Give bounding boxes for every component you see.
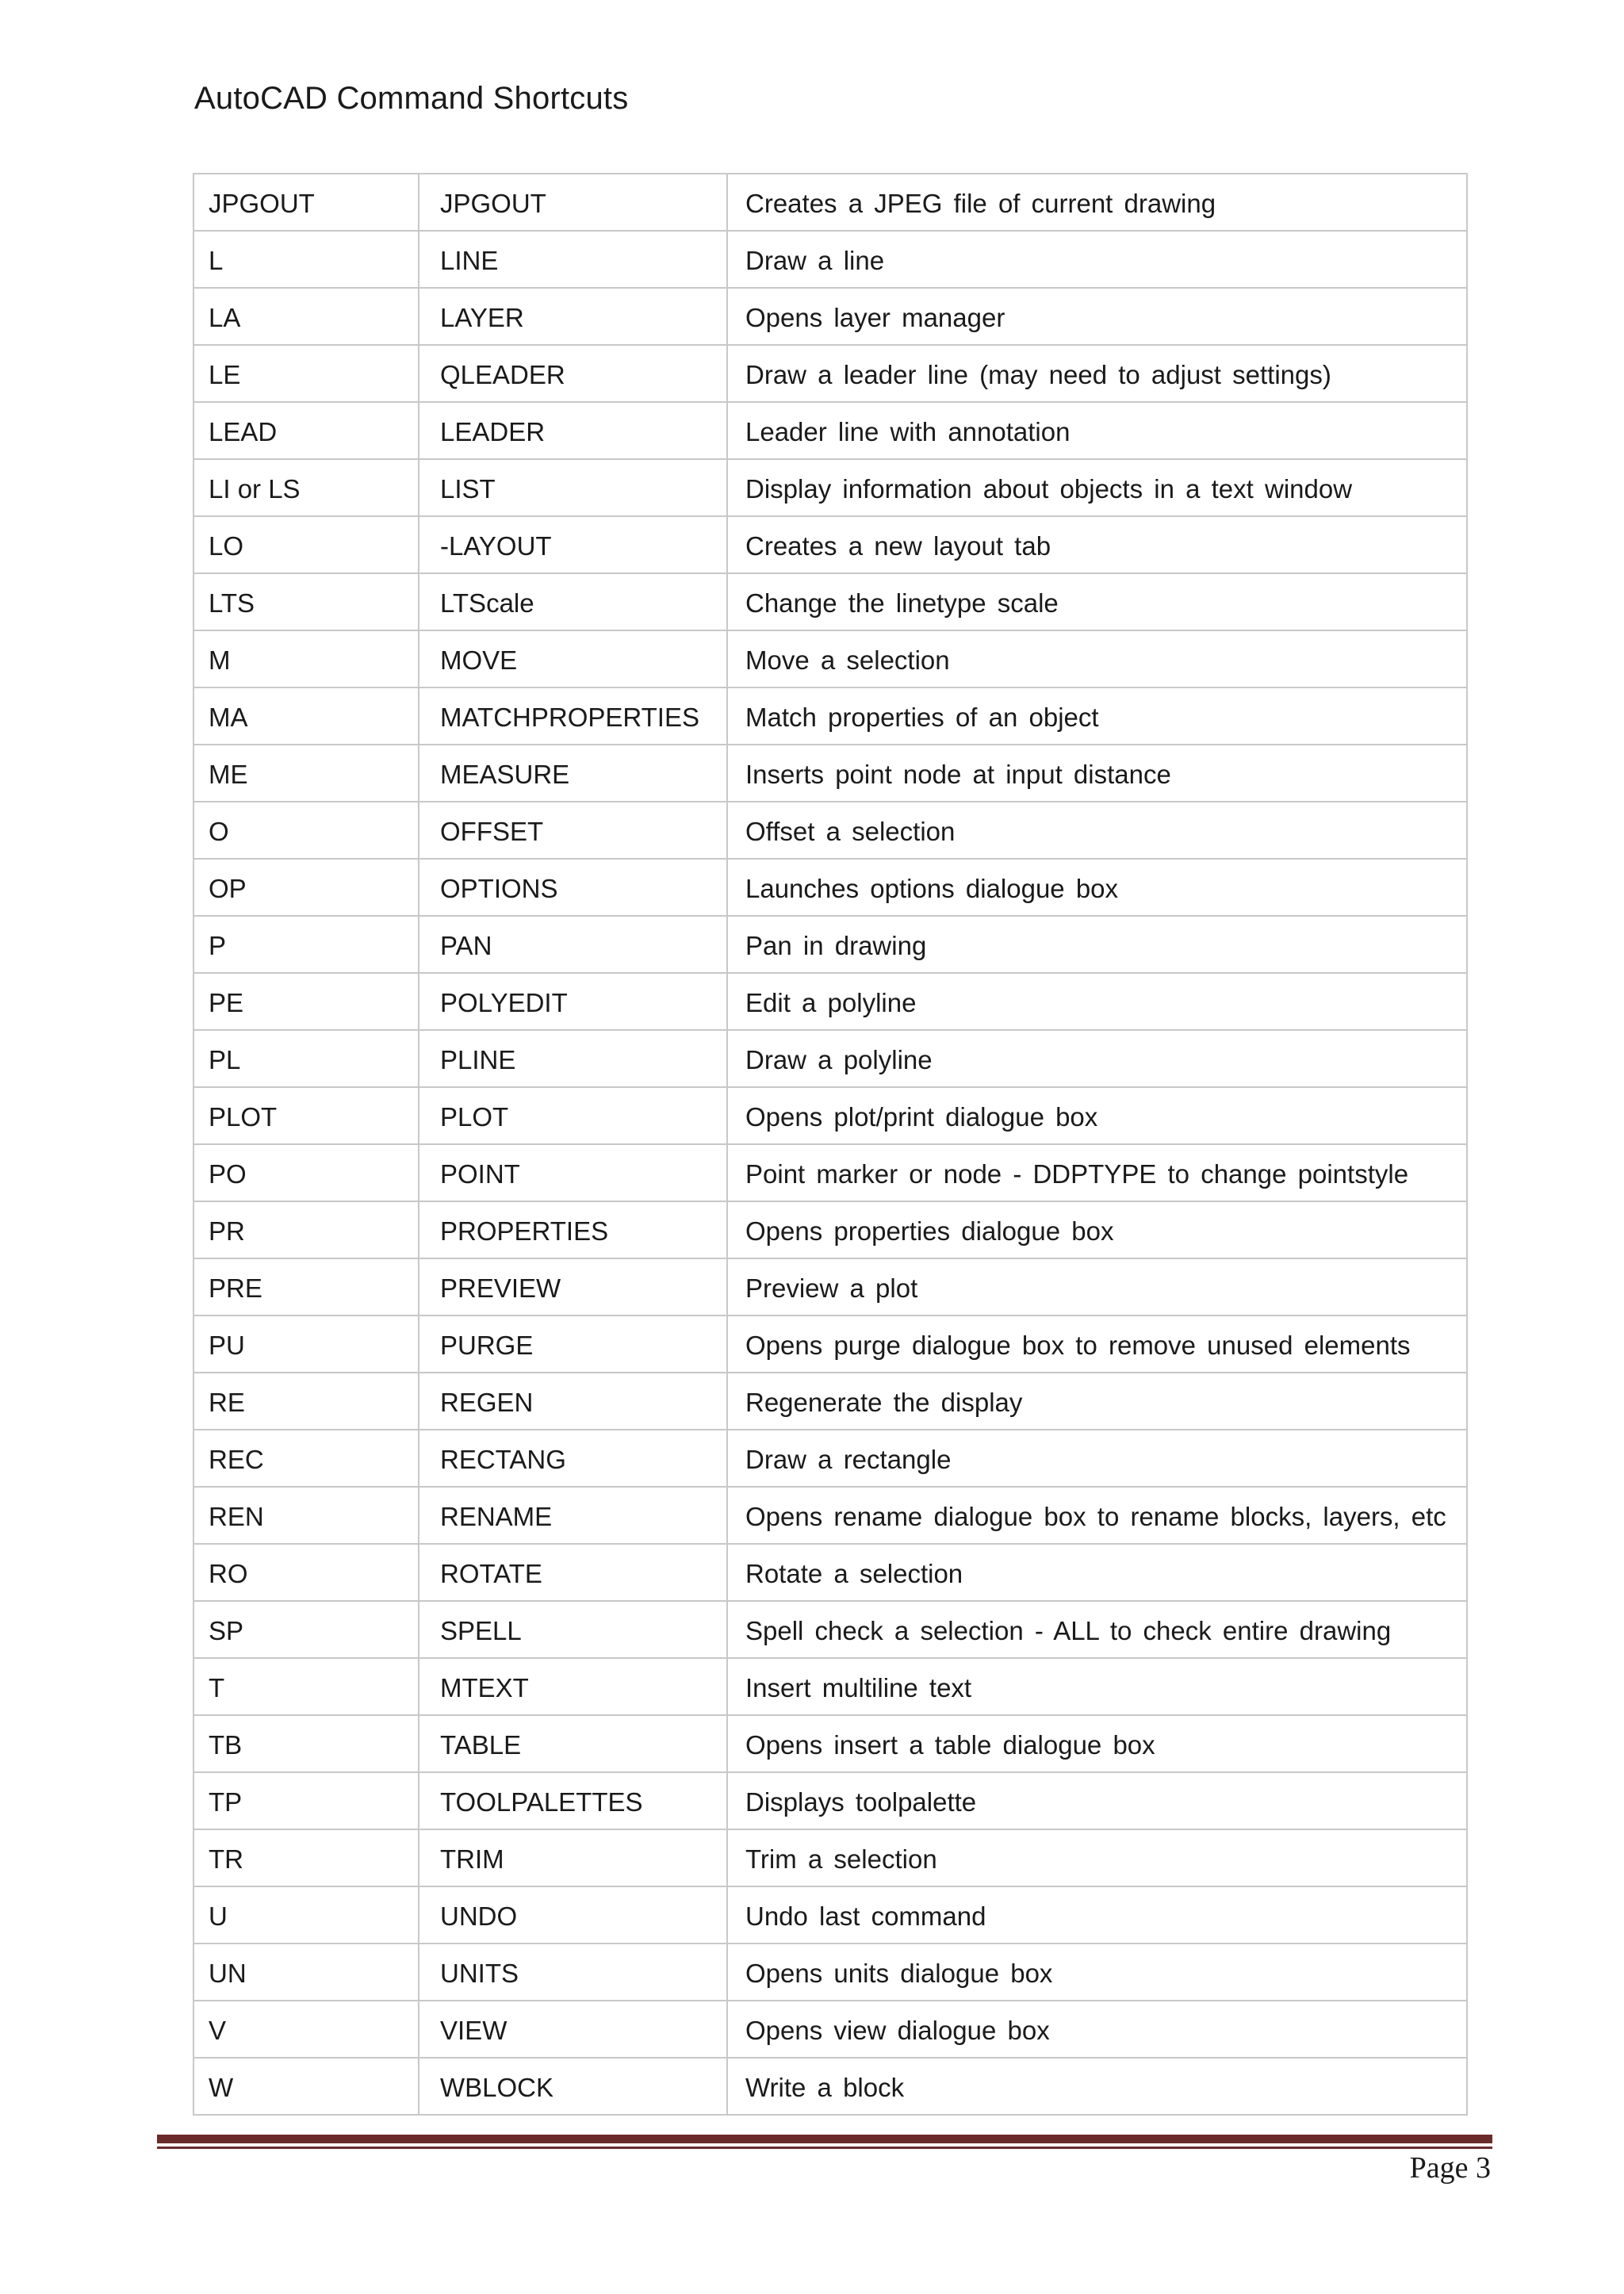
table-row (193, 2001, 1467, 2058)
command-description-text: Offset a selection (745, 817, 956, 846)
shortcut-alias-text: REC (209, 1445, 264, 1474)
command-name-cell (419, 345, 727, 402)
shortcut-alias-cell (193, 1772, 419, 1829)
command-description-text: Point marker or node - DDPTYPE to change pointstyle (745, 1159, 1409, 1189)
command-name-cell (419, 1430, 727, 1487)
command-description-text: Edit a polyline (745, 988, 917, 1017)
table-row (193, 1487, 1467, 1544)
shortcut-alias-text: MA (209, 703, 248, 732)
command-name-text: PURGE (440, 1331, 534, 1360)
shortcut-alias-cell (193, 916, 419, 973)
shortcut-alias-cell (193, 345, 419, 402)
shortcut-alias-text: V (209, 2016, 227, 2045)
shortcut-alias-text: T (209, 1673, 225, 1702)
command-name-cell (419, 516, 727, 573)
command-description-text: Draw a leader line (may need to adjust settings) (745, 360, 1331, 389)
command-name-cell (419, 1944, 727, 2001)
command-name-text: SPELL (440, 1616, 522, 1645)
command-name-text: PROPERTIES (440, 1216, 609, 1246)
table-row (193, 802, 1467, 859)
table-row (193, 1087, 1467, 1144)
command-description-cell (727, 1715, 1467, 1772)
table-row (193, 1030, 1467, 1087)
shortcut-alias-cell (193, 1430, 419, 1487)
shortcut-alias-cell (193, 1658, 419, 1715)
table-row (193, 859, 1467, 916)
table-row (193, 402, 1467, 459)
table-row (193, 1258, 1467, 1316)
shortcut-alias-text: P (209, 931, 227, 960)
command-description-cell (727, 345, 1467, 402)
command-name-text: PLOT (440, 1102, 509, 1132)
shortcut-alias-text: M (209, 645, 231, 675)
table-row (193, 288, 1467, 345)
command-description-text: Change the linetype scale (745, 588, 1059, 618)
command-name-text: MTEXT (440, 1673, 529, 1702)
command-name-text: OPTIONS (440, 874, 558, 903)
command-description-cell (727, 1201, 1467, 1258)
table-row (193, 916, 1467, 973)
command-description-cell (727, 516, 1467, 573)
shortcut-alias-cell (193, 1715, 419, 1772)
command-name-cell (419, 687, 727, 745)
page-title: AutoCAD Command Shortcuts (194, 81, 629, 116)
command-name-text: OFFSET (440, 817, 544, 846)
command-name-text: RECTANG (440, 1445, 566, 1474)
command-name-text: MEASURE (440, 760, 570, 789)
command-name-cell (419, 2001, 727, 2058)
table-row (193, 1601, 1467, 1658)
command-description-text: Display information about objects in a text window (745, 474, 1353, 504)
shortcut-alias-cell (193, 1829, 419, 1886)
command-description-text: Rotate a selection (745, 1559, 963, 1588)
shortcut-alias-text: O (209, 817, 229, 846)
command-name-cell (419, 630, 727, 687)
command-description-text: Opens layer manager (745, 303, 1005, 332)
command-name-cell (419, 1658, 727, 1715)
shortcut-alias-cell (193, 1487, 419, 1544)
table-row (193, 745, 1467, 802)
command-description-text: Match properties of an object (745, 703, 1099, 732)
command-name-cell (419, 459, 727, 516)
shortcut-alias-text: LE (209, 360, 241, 389)
command-name-cell (419, 1030, 727, 1087)
shortcut-alias-text: LA (209, 303, 241, 332)
shortcut-alias-cell (193, 973, 419, 1030)
command-description-text: Draw a rectangle (745, 1445, 952, 1474)
command-name-text: REGEN (440, 1388, 534, 1417)
command-name-text: VIEW (440, 2016, 508, 2045)
command-description-cell (727, 1316, 1467, 1373)
table-row (193, 1316, 1467, 1373)
command-name-text: JPGOUT (440, 189, 546, 218)
table-row (193, 231, 1467, 288)
command-description-cell (727, 1087, 1467, 1144)
command-description-text: Inserts point node at input distance (745, 760, 1171, 789)
shortcut-alias-text: LTS (209, 588, 255, 618)
command-description-cell (727, 2058, 1467, 2115)
shortcut-alias-text: L (209, 246, 224, 275)
command-name-text: PLINE (440, 1045, 516, 1074)
command-name-cell (419, 402, 727, 459)
command-description-cell (727, 174, 1467, 231)
command-description-text: Draw a polyline (745, 1045, 933, 1074)
command-name-cell (419, 1373, 727, 1430)
command-name-text: LTScale (440, 588, 534, 618)
footer-rule (157, 2135, 1492, 2143)
command-description-cell (727, 402, 1467, 459)
command-name-text: LEADER (440, 417, 546, 446)
command-description-cell (727, 1258, 1467, 1316)
command-name-text: WBLOCK (440, 2073, 554, 2102)
command-name-text: LINE (440, 246, 499, 275)
shortcut-alias-text: W (209, 2073, 234, 2102)
command-description-cell (727, 1658, 1467, 1715)
shortcut-alias-text: TP (209, 1787, 243, 1817)
shortcut-alias-text: LEAD (209, 417, 278, 446)
command-description-cell (727, 630, 1467, 687)
command-description-text: Launches options dialogue box (745, 874, 1119, 903)
shortcut-alias-text: RE (209, 1388, 245, 1417)
command-name-cell (419, 745, 727, 802)
shortcut-alias-text: JPGOUT (209, 189, 315, 218)
command-description-text: Displays toolpalette (745, 1787, 977, 1817)
table-row (193, 1144, 1467, 1201)
table-row (193, 1829, 1467, 1886)
command-name-text: TABLE (440, 1730, 522, 1760)
shortcut-alias-cell (193, 1316, 419, 1373)
command-name-text: MOVE (440, 645, 518, 675)
shortcut-alias-cell (193, 1201, 419, 1258)
shortcut-alias-cell (193, 231, 419, 288)
command-name-text: TOOLPALETTES (440, 1787, 643, 1817)
shortcut-alias-cell (193, 402, 419, 459)
command-name-cell (419, 1715, 727, 1772)
shortcut-alias-text: LO (209, 531, 244, 561)
command-description-text: Write a block (745, 2073, 905, 2102)
shortcut-alias-cell (193, 2001, 419, 2058)
shortcut-alias-cell (193, 802, 419, 859)
command-description-cell (727, 802, 1467, 859)
table-row (193, 2058, 1467, 2115)
command-name-cell (419, 2058, 727, 2115)
command-name-text: LAYER (440, 303, 524, 332)
shortcut-alias-text: RO (209, 1559, 248, 1588)
shortcut-alias-text: OP (209, 874, 247, 903)
shortcut-alias-cell (193, 1373, 419, 1430)
command-description-cell (727, 973, 1467, 1030)
command-description-cell (727, 288, 1467, 345)
shortcut-alias-cell (193, 174, 419, 231)
shortcut-alias-cell (193, 288, 419, 345)
shortcut-alias-cell (193, 459, 419, 516)
shortcut-alias-text: PU (209, 1331, 245, 1360)
table-body (193, 174, 1467, 2115)
command-name-text: MATCHPROPERTIES (440, 703, 699, 732)
command-description-text: Opens plot/print dialogue box (745, 1102, 1098, 1132)
command-description-text: Move a selection (745, 645, 950, 675)
command-name-cell (419, 1886, 727, 1944)
command-description-text: Spell check a selection - ALL to check entire drawing (745, 1616, 1392, 1645)
command-name-text: ROTATE (440, 1559, 542, 1588)
shortcut-alias-text: UN (209, 1959, 247, 1988)
shortcut-alias-cell (193, 1886, 419, 1944)
command-description-text: Opens insert a table dialogue box (745, 1730, 1155, 1760)
shortcut-alias-text: PR (209, 1216, 245, 1246)
shortcut-alias-cell (193, 1087, 419, 1144)
command-description-cell (727, 687, 1467, 745)
command-description-cell (727, 2001, 1467, 2058)
shortcut-alias-cell (193, 745, 419, 802)
shortcut-alias-text: U (209, 1901, 228, 1931)
footer-rule-secondary (157, 2147, 1492, 2149)
table-row (193, 1201, 1467, 1258)
command-name-cell (419, 1258, 727, 1316)
shortcut-alias-text: REN (209, 1502, 264, 1531)
command-name-cell (419, 916, 727, 973)
table-row (193, 1886, 1467, 1944)
shortcut-alias-text: ME (209, 760, 248, 789)
command-description-cell (727, 1944, 1467, 2001)
command-description-cell (727, 1487, 1467, 1544)
command-description-text: Creates a JPEG file of current drawing (745, 189, 1216, 218)
command-description-text: Draw a line (745, 246, 885, 275)
command-description-text: Opens properties dialogue box (745, 1216, 1114, 1246)
table-row (193, 1373, 1467, 1430)
command-description-text: Opens units dialogue box (745, 1959, 1053, 1988)
shortcut-alias-cell (193, 1144, 419, 1201)
command-description-cell (727, 1772, 1467, 1829)
command-description-cell (727, 1030, 1467, 1087)
command-name-cell (419, 1829, 727, 1886)
command-description-cell (727, 1601, 1467, 1658)
table-row (193, 1715, 1467, 1772)
command-name-cell (419, 174, 727, 231)
command-name-cell (419, 859, 727, 916)
command-description-text: Opens view dialogue box (745, 2016, 1050, 2045)
command-name-cell (419, 573, 727, 630)
shortcut-alias-cell (193, 1544, 419, 1601)
table-row (193, 630, 1467, 687)
command-shortcuts-table (193, 173, 1468, 2116)
shortcut-alias-cell (193, 1601, 419, 1658)
command-name-cell (419, 1201, 727, 1258)
table-row (193, 973, 1467, 1030)
table-row (193, 1658, 1467, 1715)
table-row (193, 687, 1467, 745)
command-description-cell (727, 231, 1467, 288)
shortcut-alias-text: PL (209, 1045, 241, 1074)
command-description-text: Preview a plot (745, 1273, 918, 1303)
command-name-cell (419, 1544, 727, 1601)
command-name-text: PAN (440, 931, 492, 960)
shortcut-alias-cell (193, 2058, 419, 2115)
shortcut-alias-cell (193, 1944, 419, 2001)
command-description-text: Regenerate the display (745, 1388, 1023, 1417)
command-name-text: RENAME (440, 1502, 553, 1531)
command-description-cell (727, 1430, 1467, 1487)
command-name-text: UNITS (440, 1959, 519, 1988)
table-row (193, 573, 1467, 630)
command-name-text: UNDO (440, 1901, 518, 1931)
table-row (193, 459, 1467, 516)
command-description-text: Insert multiline text (745, 1673, 972, 1702)
command-description-cell (727, 1829, 1467, 1886)
shortcut-alias-cell (193, 630, 419, 687)
command-name-text: TRIM (440, 1844, 504, 1874)
command-name-text: POINT (440, 1159, 520, 1189)
table-row (193, 1944, 1467, 2001)
command-name-cell (419, 1601, 727, 1658)
command-description-cell (727, 573, 1467, 630)
command-description-cell (727, 745, 1467, 802)
command-name-cell (419, 288, 727, 345)
command-name-cell (419, 1144, 727, 1201)
table-row (193, 1544, 1467, 1601)
command-name-cell (419, 1087, 727, 1144)
shortcut-alias-text: PRE (209, 1273, 262, 1303)
command-description-cell (727, 1544, 1467, 1601)
command-description-text: Opens purge dialogue box to remove unused elements (745, 1331, 1411, 1360)
shortcut-alias-cell (193, 687, 419, 745)
command-description-text: Leader line with annotation (745, 417, 1071, 446)
shortcut-alias-cell (193, 1030, 419, 1087)
shortcut-alias-text: SP (209, 1616, 244, 1645)
command-name-text: -LAYOUT (440, 531, 552, 561)
command-name-text: PREVIEW (440, 1273, 561, 1303)
command-description-text: Trim a selection (745, 1844, 937, 1874)
command-name-cell (419, 231, 727, 288)
command-name-cell (419, 802, 727, 859)
table-row (193, 1430, 1467, 1487)
command-description-cell (727, 1886, 1467, 1944)
command-description-text: Pan in drawing (745, 931, 927, 960)
command-description-cell (727, 1373, 1467, 1430)
shortcut-alias-text: TR (209, 1844, 243, 1874)
command-name-text: POLYEDIT (440, 988, 568, 1017)
table-row (193, 345, 1467, 402)
command-name-cell (419, 973, 727, 1030)
command-name-text: QLEADER (440, 360, 565, 389)
shortcut-alias-text: PO (209, 1159, 247, 1189)
command-description-cell (727, 859, 1467, 916)
command-description-text: Opens rename dialogue box to rename blocks, layers, etc (745, 1502, 1446, 1531)
command-name-text: LIST (440, 474, 496, 504)
command-name-cell (419, 1487, 727, 1544)
command-description-text: Creates a new layout tab (745, 531, 1051, 561)
table-row (193, 174, 1467, 231)
command-name-cell (419, 1316, 727, 1373)
command-description-cell (727, 459, 1467, 516)
table-row (193, 516, 1467, 573)
shortcut-alias-cell (193, 573, 419, 630)
shortcut-alias-text: PE (209, 988, 244, 1017)
table-row (193, 1772, 1467, 1829)
shortcut-alias-cell (193, 859, 419, 916)
shortcut-alias-cell (193, 516, 419, 573)
page-number: Page 3 (1409, 2151, 1491, 2185)
command-description-cell (727, 916, 1467, 973)
command-description-text: Undo last command (745, 1901, 986, 1931)
command-name-cell (419, 1772, 727, 1829)
shortcut-alias-text: PLOT (209, 1102, 278, 1132)
shortcut-alias-cell (193, 1258, 419, 1316)
shortcut-alias-text: TB (209, 1730, 243, 1760)
command-description-cell (727, 1144, 1467, 1201)
shortcut-alias-text: LI or LS (209, 474, 301, 504)
